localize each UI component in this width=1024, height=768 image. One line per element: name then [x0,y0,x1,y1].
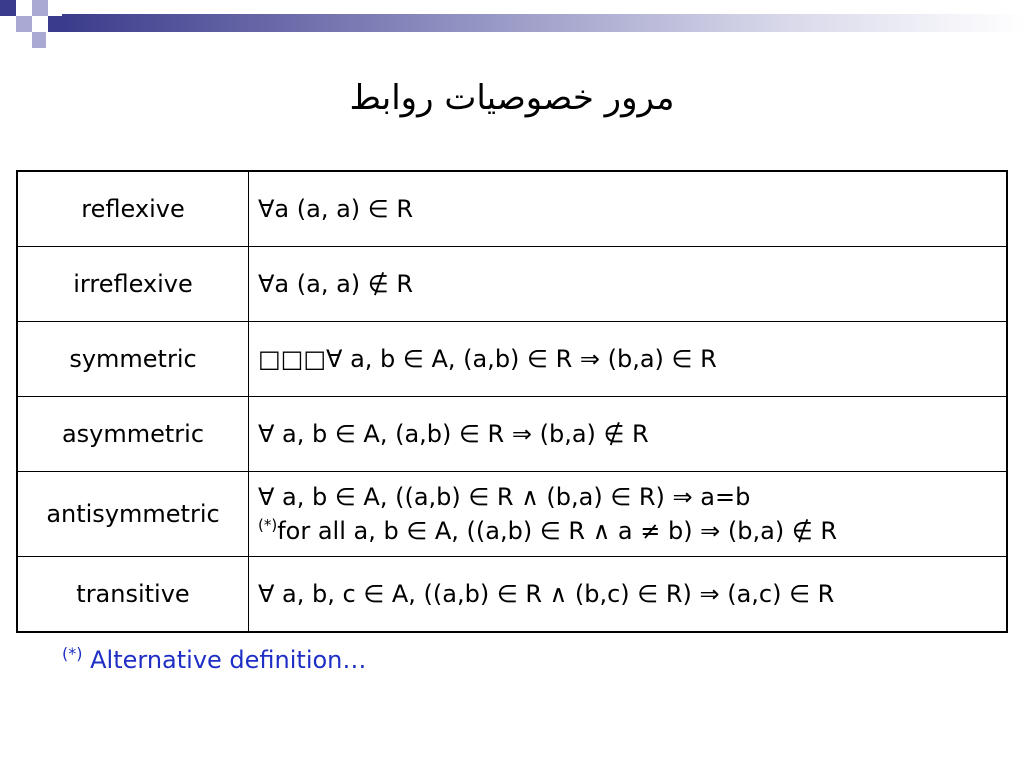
property-definition [249,171,1008,247]
decor-square [32,16,48,32]
slide-title: مرور خصوصیات روابط [349,78,675,118]
table-row [17,397,1007,472]
definition-line-alternative [258,514,1006,548]
definition-line: ∀a (a, a) ∈ R [258,195,413,223]
table-row [17,322,1007,397]
table-row [17,557,1007,633]
decor-square [48,0,62,16]
table-row [17,472,1007,557]
property-name: reflexive [17,171,249,247]
property-name: transitive [17,557,249,633]
decor-square [32,0,48,16]
property-definition [249,397,1008,472]
decor-square [16,16,32,32]
property-name: symmetric [17,322,249,397]
definition-line: ∀a (a, a) ∉ R [258,270,413,298]
header-gradient-bar [62,14,1024,32]
definition-line: ∀ a, b ∈ A, ((a,b) ∈ R ∧ (b,a) ∈ R) ⇒ a=b [258,483,751,511]
decor-square [48,16,62,32]
definition-line: □□□∀ a, b ∈ A, (a,b) ∈ R ⇒ (b,a) ∈ R [258,345,717,373]
definition-text: for all a, b ∈ A, ((a,b) ∈ R ∧ a ≠ b) ⇒ (b,a) ∉ R [277,517,838,545]
decor-square [32,32,46,48]
footnote [62,646,366,674]
property-name: asymmetric [17,397,249,472]
decor-square [16,0,32,16]
property-definition [249,557,1008,633]
header-decoration [0,0,1024,34]
footnote-text: Alternative definition… [90,646,367,674]
property-definition [249,472,1008,557]
property-definition [249,322,1008,397]
table-row [17,171,1007,247]
relation-properties-table [16,170,1008,633]
property-definition [249,247,1008,322]
footnote-marker: (*) [258,516,278,534]
property-name: antisymmetric [17,472,249,557]
property-name: irreflexive [17,247,249,322]
definition-line: ∀ a, b ∈ A, (a,b) ∈ R ⇒ (b,a) ∉ R [258,420,649,448]
footnote-marker: (*) [62,644,83,663]
table-row [17,247,1007,322]
decor-square [0,16,16,32]
definition-line: ∀ a, b, c ∈ A, ((a,b) ∈ R ∧ (b,c) ∈ R) ⇒ (a,c) ∈ R [258,580,835,608]
decor-square [0,0,16,16]
